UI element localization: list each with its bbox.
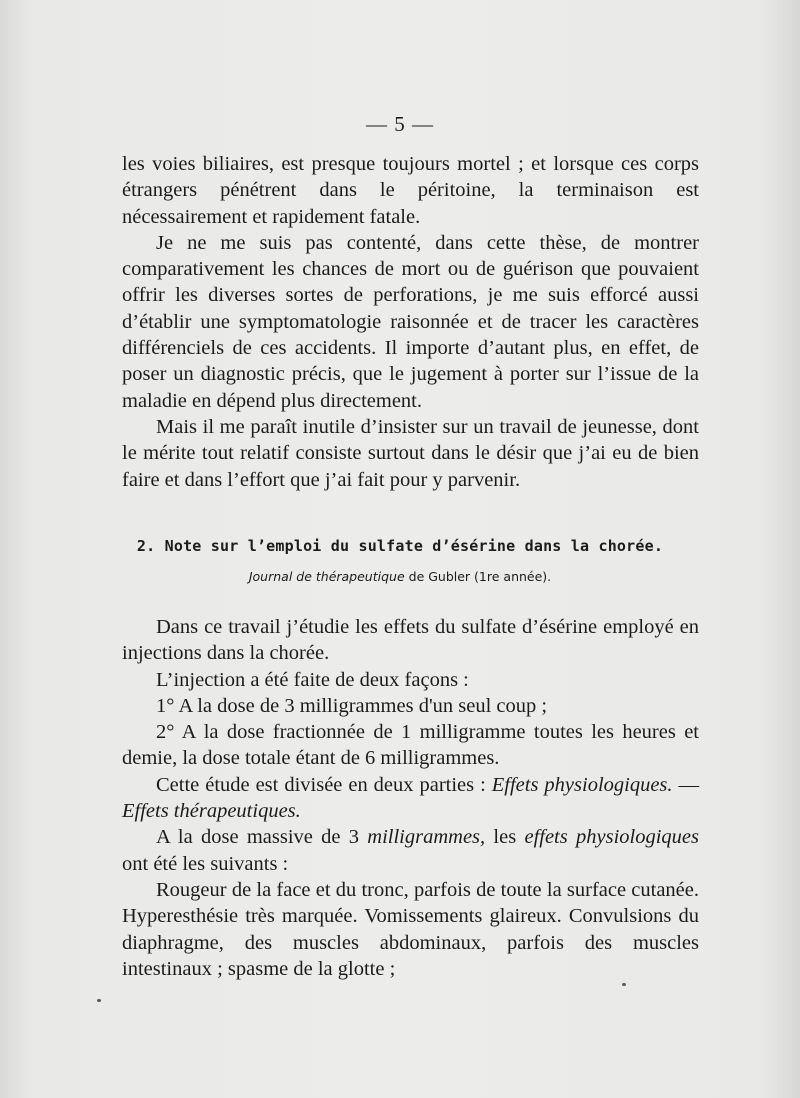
section-heading: 2. Note sur l’emploi du sulfate d’ésérine dans la chorée. xyxy=(136,537,664,555)
paragraph: 1° A la dose de 3 milligrammes d'un seul coup ; xyxy=(156,694,548,717)
italic-run: Effets thérapeutiques. xyxy=(122,800,301,823)
text-run: — xyxy=(672,773,700,796)
paragraph: Je ne me suis pas contenté, dans cette thèse, de montrer comparativement les chances de mort ou de guérison que pouvaient offrir les diverses sortes de perforations, je me suis efforcé aussi d’établir une symptomatologie raisonnée et de tracer les caractères différenciels de ces accidents. Il importe d’autant plus, en effet, de poser un diagnostic précis, que le jugement à porter sur l’issue de la maladie en dépend plus directement. xyxy=(122,231,699,412)
paragraph xyxy=(122,772,699,825)
text-run: A la dose massive de 3 xyxy=(156,826,368,849)
paper-speck xyxy=(97,999,101,1002)
paragraph: les voies biliaires, est presque toujours mortel ; et lorsque ces corps étrangers pénétrent dans le péritoine, la terminaison est nécessairement et rapidement fatale. xyxy=(122,153,699,228)
paragraph: L’injection a été faite de deux façons : xyxy=(156,668,469,691)
italic-run: Effets physiologiques. xyxy=(491,773,673,796)
section-source xyxy=(0,569,800,584)
text-run: les xyxy=(485,826,525,849)
source-journal: Journal de thérapeutique xyxy=(248,569,405,584)
intro-text xyxy=(122,151,699,493)
paragraph xyxy=(122,824,699,877)
source-rest: de Gubler (1re année). xyxy=(404,569,552,584)
text-run: ont été les suivants : xyxy=(122,852,289,875)
text-run: Cette étude est divisée en deux parties : xyxy=(156,773,492,796)
page-number: — 5 — xyxy=(366,112,434,136)
italic-run: effets physiologiques xyxy=(524,826,699,849)
section-text xyxy=(122,614,699,982)
paper-speck xyxy=(622,983,626,986)
paragraph: Rougeur de la face et du tronc, parfois de toute la surface cutanée. Hyperesthésie très marquée. Vomissements glaireux. Convulsions du diaphragme, des muscles abdominaux, parfois des muscles intestinaux ; spasme de la glotte ; xyxy=(122,878,699,980)
italic-run: milligrammes, xyxy=(367,826,486,849)
paragraph: 2° A la dose fractionnée de 1 milligramme toutes les heures et demie, la dose totale étant de 6 milligrammes. xyxy=(122,721,699,770)
paragraph: Dans ce travail j’étudie les effets du sulfate d’ésérine employé en injections dans la chorée. xyxy=(122,616,699,665)
paragraph: Mais il me paraît inutile d’insister sur un travail de jeunesse, dont le mérite tout relatif consiste surtout dans le désir que j’ai eu de bien faire et dans l’effort que j’ai fait pour y parvenir. xyxy=(122,415,699,491)
